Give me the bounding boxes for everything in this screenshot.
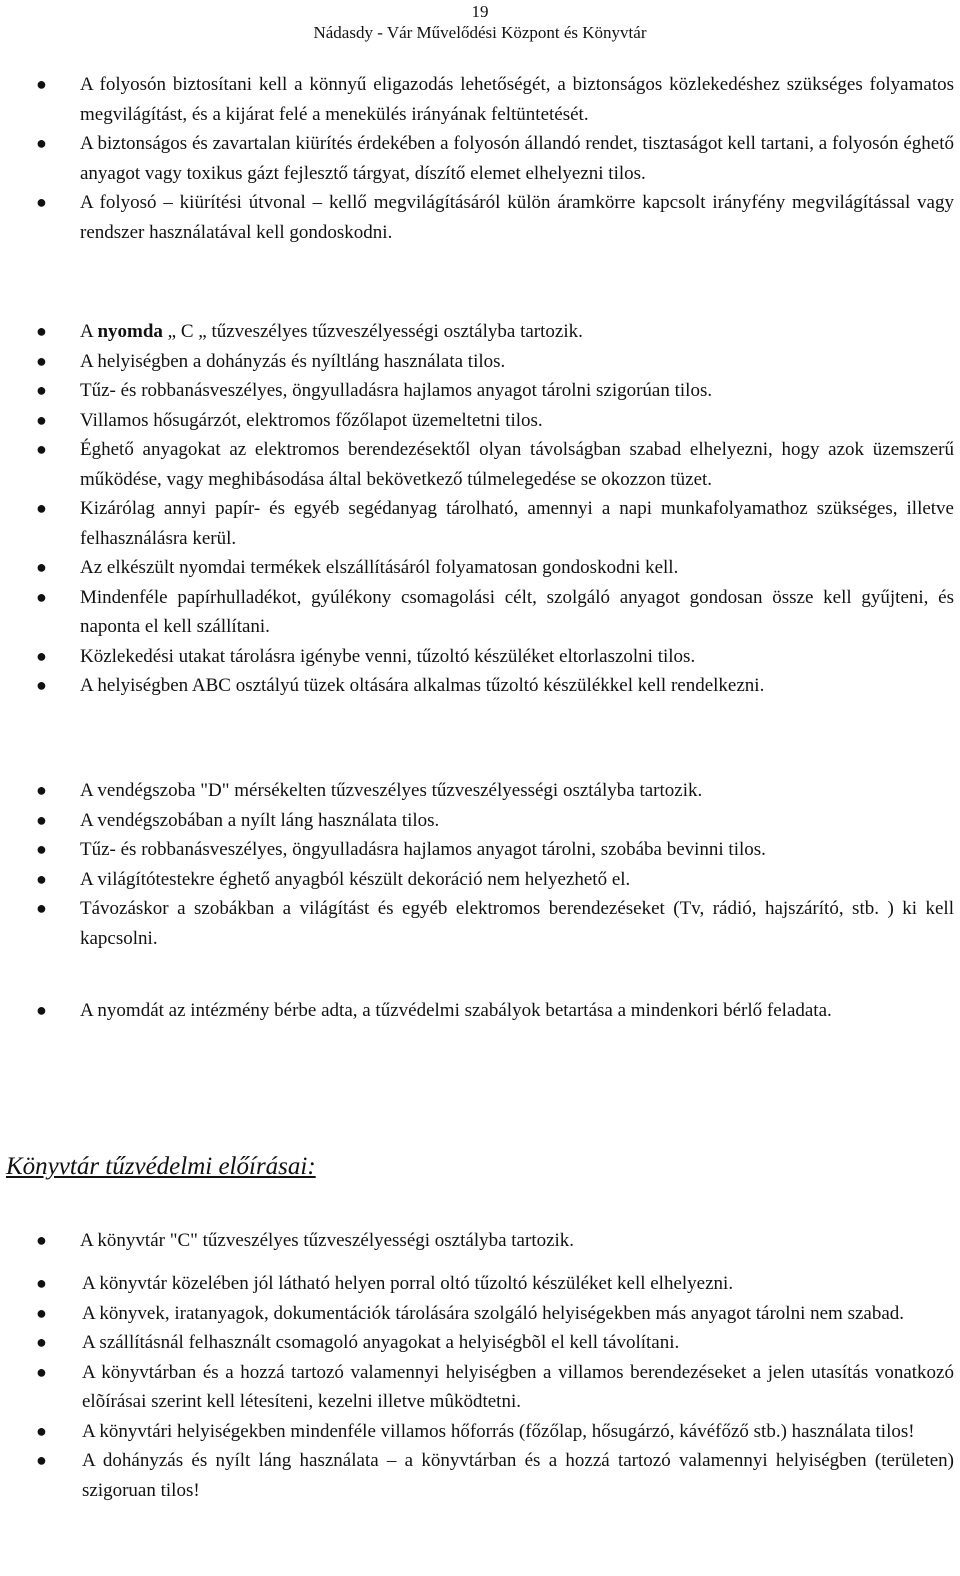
section-title: Könyvtár tűzvédelmi előírásai:: [6, 1153, 316, 1180]
list-item: ● A könyvtári helyiségekben mindenféle villamos hőforrás (főzőlap, hősugárzó, kávéfőző stb.) használata tilos!: [0, 1417, 960, 1447]
list-item: ● A dohányzás és nyílt láng használata – a könyvtárban és a hozzá tartozó valamennyi helyiségben (területen) szigoruan tilos!: [0, 1446, 960, 1505]
list-item: ● A folyosó – kiürítési útvonal – kellő megvilágításáról külön áramkörre kapcsolt irányfény megvilágítással vagy rendszer használatával kell gondoskodni.: [0, 188, 960, 247]
bullet-icon: ●: [36, 898, 47, 918]
guestroom-rules-list: [0, 776, 960, 953]
list-item: ● Kizárólag annyi papír- és egyéb segédanyag tárolható, amennyi a napi munkafolyamathoz szükséges, illetve felhasználásra kerül.: [0, 494, 960, 553]
list-item: ● A világítótestekre éghető anyagból készült dekoráció nem helyezhető el.: [0, 865, 960, 895]
bullet-icon: ●: [36, 74, 47, 94]
bullet-icon: ●: [36, 1230, 47, 1250]
library-class-list: [0, 1226, 960, 1256]
printshop-rules-list: [0, 317, 960, 701]
bullet-icon: ●: [36, 321, 47, 341]
list-item: ● A helyiségben a dohányzás és nyíltláng használata tilos.: [0, 347, 960, 377]
list-item: ● Közlekedési utakat tárolásra igénybe venni, tűzoltó készüléket eltorlaszolni tilos.: [0, 642, 960, 672]
bullet-icon: ●: [36, 557, 47, 577]
bullet-icon: ●: [36, 192, 47, 212]
list-item: ● A helyiségben ABC osztályú tüzek oltására alkalmas tűzoltó készülékkel kell rendelkezni.: [0, 671, 960, 701]
list-item: ● A folyosón biztosítani kell a könnyű eligazodás lehetőségét, a biztonságos közlekedéshez szükséges folyamatos megvilágítást, és a kijárat felé a menekülés irányának feltüntetését.: [0, 70, 960, 129]
bullet-icon: ●: [36, 350, 47, 371]
header-title: Nádasdy - Vár Művelődési Központ és Könyvtár: [313, 23, 647, 42]
bullet-icon: ●: [36, 1361, 47, 1382]
bullet-icon: ●: [36, 675, 47, 695]
list-item: ● A könyvtár közelében jól látható helyen porral oltó tűzoltó készüléket kell elhelyezni.: [0, 1269, 960, 1299]
bullet-icon: ●: [36, 380, 47, 400]
list-item: ● A könyvek, iratanyagok, dokumentációk tárolására szolgáló helyiségekben más anyagot tárolni nem szabad.: [0, 1299, 960, 1329]
bullet-icon: ●: [36, 1273, 47, 1293]
list-item: ● A vendégszoba "D" mérsékelten tűzveszélyes tűzveszélyességi osztályba tartozik.: [0, 776, 960, 806]
list-item: ● A nyomdát az intézmény bérbe adta, a tűzvédelmi szabályok betartása a mindenkori bérlő feladata.: [0, 996, 960, 1026]
list-item: ● Tűz- és robbanásveszélyes, öngyulladásra hajlamos anyagot tárolni szigorúan tilos.: [0, 376, 960, 406]
bullet-icon: ●: [36, 780, 47, 800]
page-header: [0, 2, 960, 44]
bullet-icon: ●: [36, 1000, 47, 1020]
list-item: ● Az elkészült nyomdai termékek elszállításáról folyamatosan gondoskodni kell.: [0, 553, 960, 583]
list-item: ● A biztonságos és zavartalan kiürítés érdekében a folyosón állandó rendet, tisztaságot kell tartani, a folyosón éghető anyagot vagy toxikus gázt fejlesztő tárgyat, díszítő elemet elhelyezni tilos.: [0, 129, 960, 188]
list-item: ● Villamos hősugárzót, elektromos főzőlapot üzemeltetni tilos.: [0, 406, 960, 436]
list-item: ● A könyvtárban és a hozzá tartozó valamennyi helyiségben a villamos berendezéseket a jelen utasítás vonatkozó elõírásai szerint kell létesíteni, kezelni illetve mûködtetni.: [0, 1358, 960, 1417]
bullet-icon: ●: [36, 809, 47, 830]
list-item: ● Mindenféle papírhulladékot, gyúlékony csomagolási célt, szolgáló anyagot gondosan össze kell gyűjteni, és naponta el kell szállítani.: [0, 583, 960, 642]
bullet-icon: ●: [36, 839, 47, 859]
list-item: ● A vendégszobában a nyílt láng használata tilos.: [0, 806, 960, 836]
bullet-icon: ●: [36, 498, 47, 518]
bullet-icon: ●: [36, 439, 47, 459]
page-number: 19: [471, 2, 489, 21]
list-item: ● A szállításnál felhasznált csomagoló anyagokat a helyiségbõl el kell távolítani.: [0, 1328, 960, 1358]
bullet-icon: ●: [36, 1302, 47, 1323]
list-item: ● A nyomda „ C „ tűzveszélyes tűzveszélyességi osztályba tartozik.: [0, 317, 960, 347]
bullet-icon: ●: [36, 1332, 47, 1352]
corridor-rules-list: [0, 70, 960, 247]
library-rules-list: [0, 1269, 960, 1505]
bullet-icon: ●: [36, 586, 47, 607]
bullet-icon: ●: [36, 409, 47, 430]
bullet-icon: ●: [36, 645, 47, 666]
bullet-icon: ●: [36, 868, 47, 889]
list-item: ● A könyvtár "C" tűzveszélyes tűzveszélyességi osztályba tartozik.: [0, 1226, 960, 1256]
list-item: ● Éghető anyagokat az elektromos berendezésektől olyan távolságban szabad elhelyezni, hogy azok üzemszerű működése, vagy meghibásodása által bekövetkező túlmelegedése se okozzon tüzet.: [0, 435, 960, 494]
bullet-icon: ●: [36, 1450, 47, 1470]
rental-note-list: [0, 996, 960, 1026]
list-item: ● Távozáskor a szobákban a világítást és egyéb elektromos berendezéseket (Tv, rádió, hajszárító, stb. ) ki kell kapcsolni.: [0, 894, 960, 953]
bullet-icon: ●: [36, 1420, 47, 1441]
bullet-icon: ●: [36, 133, 47, 153]
list-item: ● Tűz- és robbanásveszélyes, öngyulladásra hajlamos anyagot tárolni, szobába bevinni tilos.: [0, 835, 960, 865]
